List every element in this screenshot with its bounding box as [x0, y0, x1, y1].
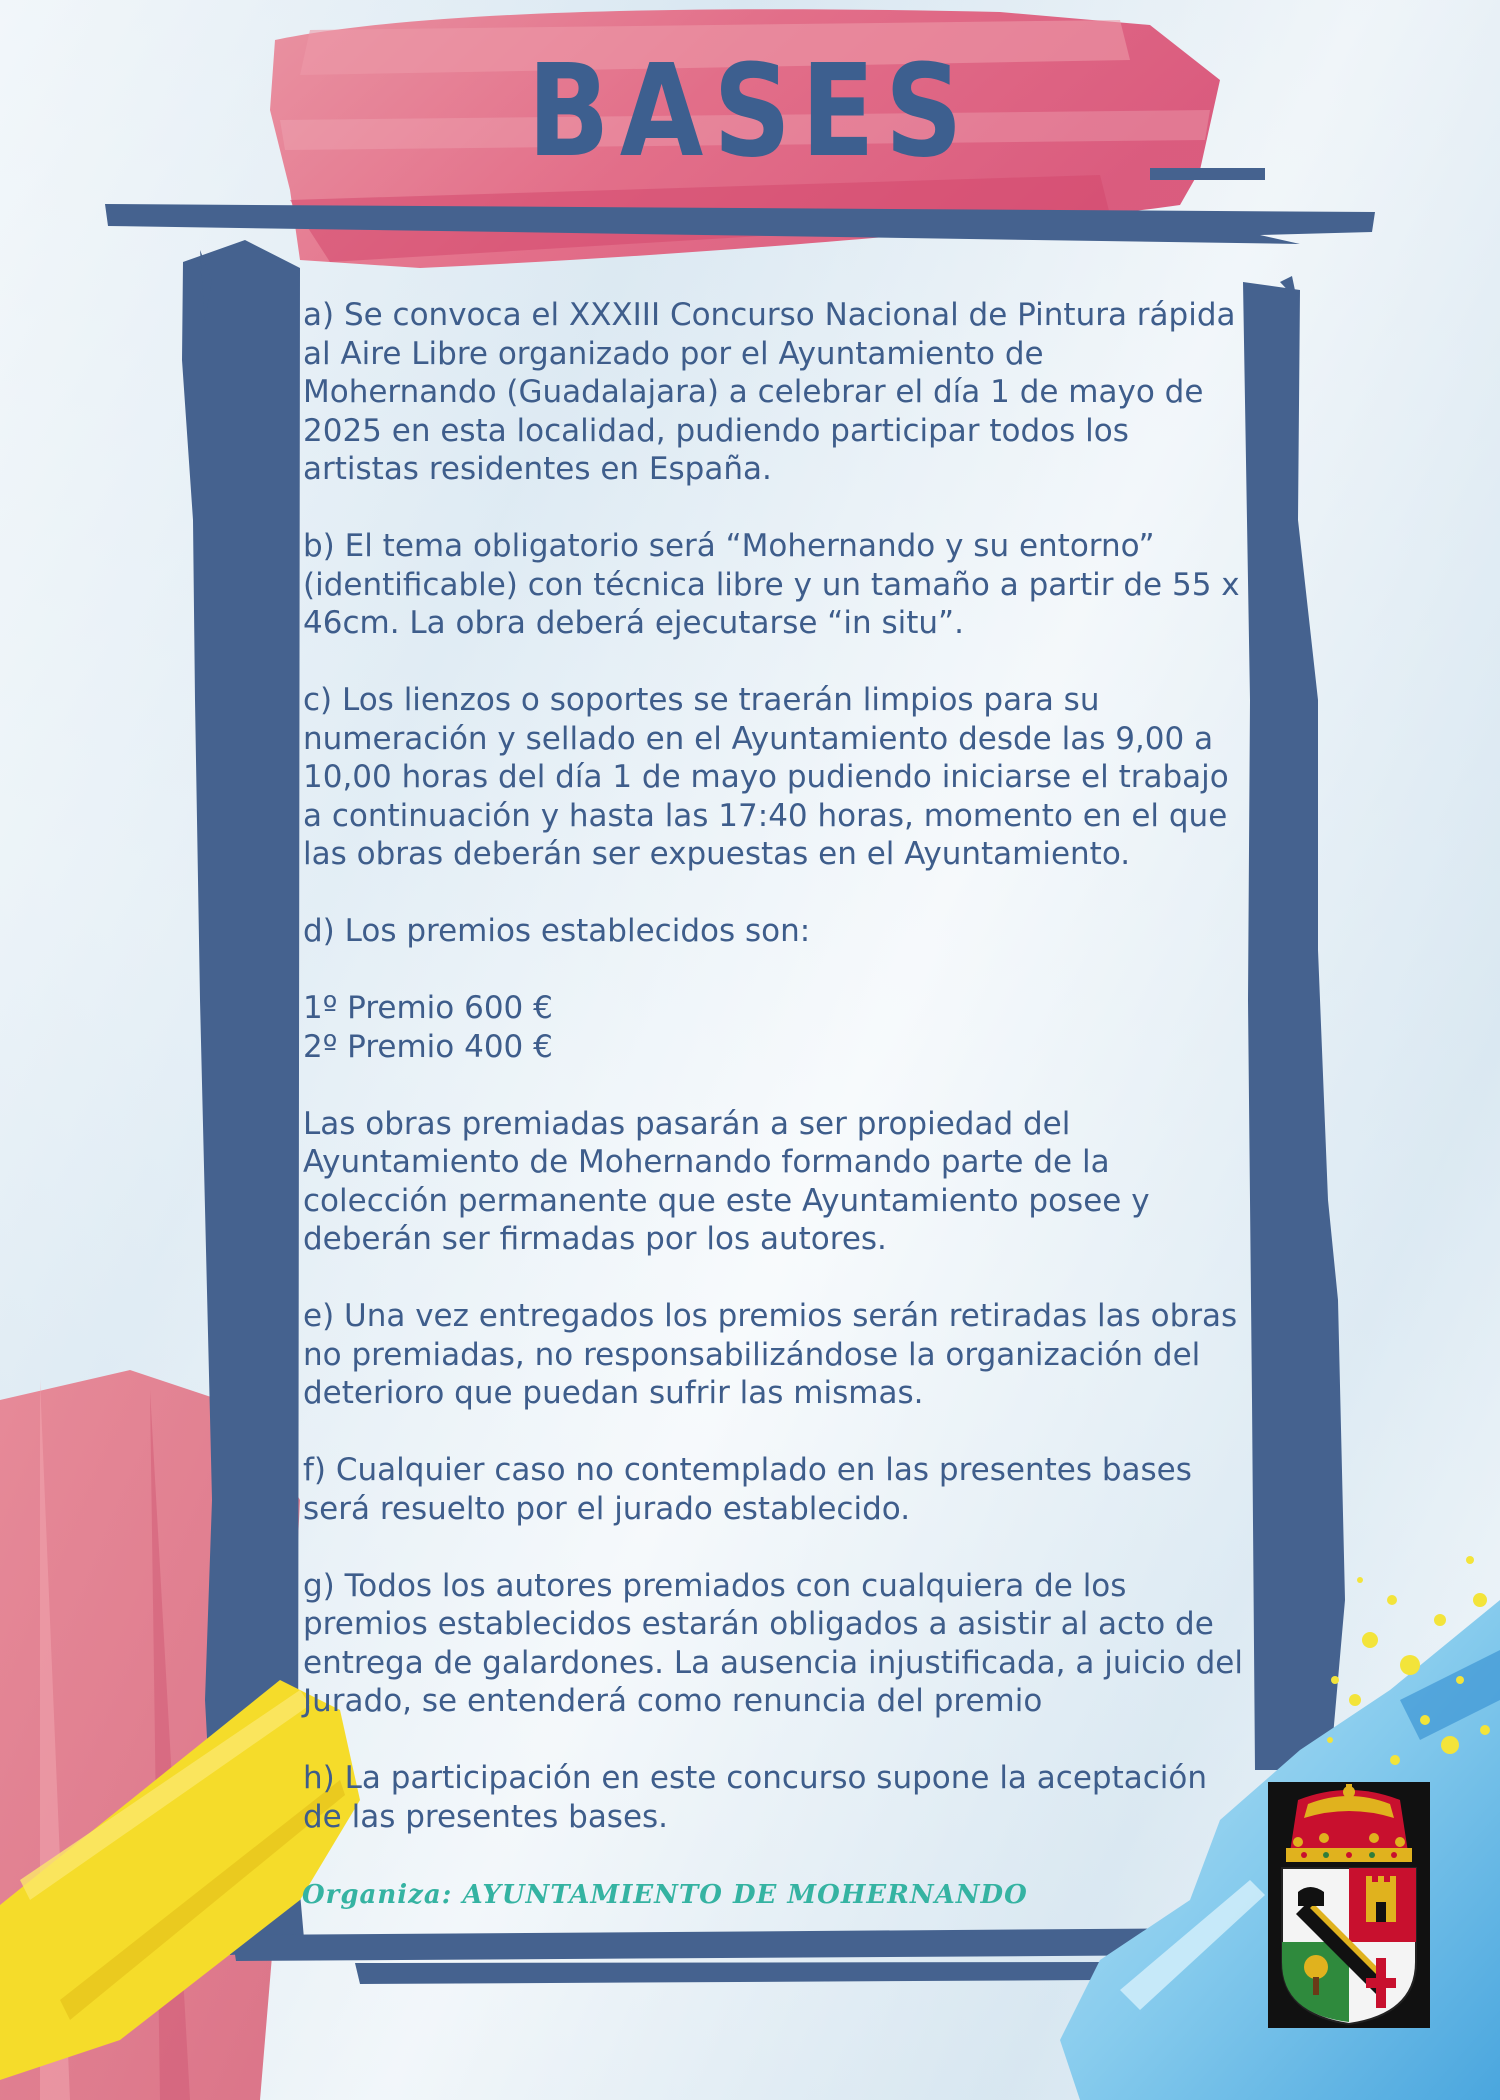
shield-icon	[1282, 1868, 1416, 2024]
rules-content	[303, 296, 1243, 1875]
prize-ownership-note: Las obras premiadas pasarán a ser propiedad del Ayuntamiento de Mohernando formando parte de la colección permanente que este Ayuntamiento posee y deberán ser firmadas por los autores.	[303, 1105, 1150, 1257]
prize-first: 1º Premio 600 €	[303, 990, 553, 1026]
page-title: BASES	[527, 38, 973, 186]
clause-g: g) Todos los autores premiados con cualquiera de los premios establecidos estarán obligados a asistir al acto de entrega de galardones. La ausencia injustificada, a juicio del Jurado, se entenderá como renuncia del premio	[303, 1567, 1243, 1719]
clause-e: e) Una vez entregados los premios serán retiradas las obras no premiadas, no responsabilizándose la organización del deterioro que puedan sufrir las mismas.	[303, 1298, 1238, 1411]
organizer-label: Organiza:	[302, 1880, 453, 1910]
prize-second: 2º Premio 400 €	[303, 1028, 553, 1065]
clause-c: c) Los lienzos o soportes se traerán limpios para su numeración y sellado en el Ayuntamiento desde las 9,00 a 10,00 horas del día 1 de mayo pudiendo iniciarse el trabajo a continuación y hasta las 17:40 horas, momento en el que las obras deberán ser expuestas en el Ayuntamiento.	[303, 682, 1229, 872]
organizer-name: AYUNTAMIENTO DE MOHERNANDO	[462, 1880, 1028, 1910]
municipal-coat-of-arms-icon	[1268, 1782, 1430, 2028]
clause-f: f) Cualquier caso no contemplado en las presentes bases será resuelto por el jurado establecido.	[303, 1452, 1192, 1527]
prizes-list	[303, 989, 1243, 1066]
clause-a: a) Se convoca el XXXIII Concurso Nacional de Pintura rápida al Aire Libre organizado por el Ayuntamiento de Mohernando (Guadalajara) a celebrar el día 1 de mayo de 2025 en esta localidad, pudiendo participar todos los artistas residentes en España.	[303, 297, 1236, 487]
clause-d: d) Los premios establecidos son:	[303, 913, 811, 949]
organizer-line	[302, 1880, 1028, 1910]
clause-b: b) El tema obligatorio será “Mohernando y su entorno” (identificable) con técnica libre y un tamaño a partir de 55 x 46cm. La obra deberá ejecutarse “in situ”.	[303, 528, 1240, 641]
clause-h: h) La participación en este concurso supone la aceptación de las presentes bases.	[303, 1760, 1207, 1835]
